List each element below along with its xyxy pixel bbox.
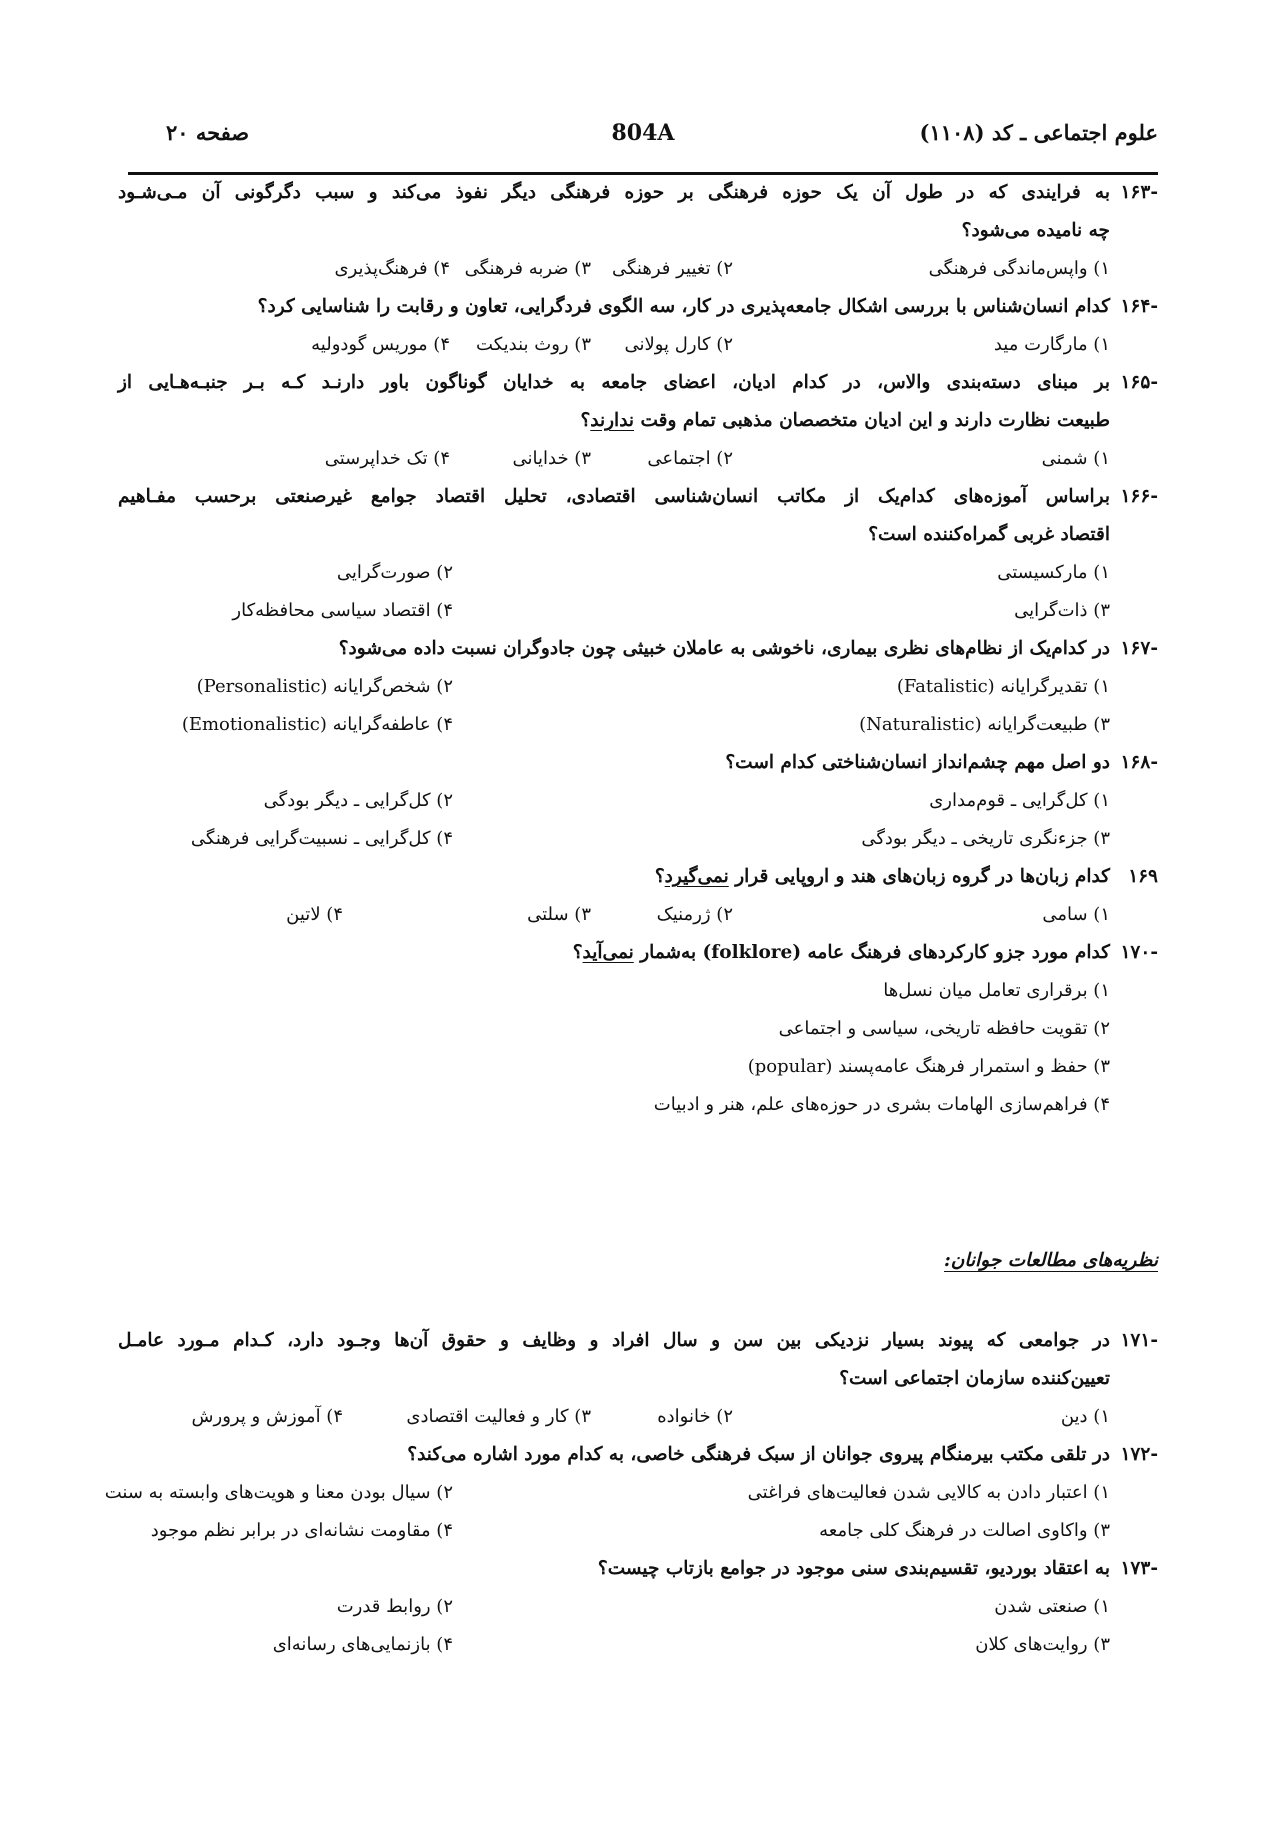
question-text: بر مبنای دسته‌بندی والاس، در کدام ادیان، اعضای جامعه به خدایان گوناگون باور دارنـد کـه بـر جنبـه‌هـایی از <box>118 372 1110 393</box>
question-number: -۱۶۷ <box>1120 638 1158 659</box>
options-row <box>118 1398 1158 1436</box>
question-169 <box>118 858 1158 934</box>
option-4[interactable]: ۴) تک خداپرستی <box>324 448 450 469</box>
subject-title: علوم اجتماعی ـ کد (۱۱۰۸) <box>919 120 1158 145</box>
question-172 <box>104 1436 1158 1550</box>
option-4[interactable]: ۴) بازنمایی‌های رسانه‌ای <box>272 1634 453 1655</box>
question-number: -۱۷۲ <box>1120 1444 1158 1465</box>
options-row <box>118 896 1158 934</box>
option-1[interactable]: ۱) تقدیرگرایانه (Fatalistic) <box>896 676 1110 697</box>
option-3[interactable]: ۳) طبیعت‌گرایانه (Naturalistic) <box>859 714 1110 735</box>
question-171 <box>118 1322 1158 1436</box>
option-4[interactable]: ۴) موریس گودولیه <box>311 334 450 355</box>
page-header <box>128 120 1158 154</box>
options-row <box>118 1512 1158 1550</box>
page-number: صفحه ۲۰ <box>166 120 250 145</box>
option-3[interactable]: ۳) جزءنگری تاریخی ـ دیگر بودگی <box>861 828 1110 849</box>
question-text: در تلقی مکتب بیرمنگام پیروی جوانان از سبک فرهنگی خاصی، به کدام مورد اشاره می‌کند؟ <box>407 1444 1110 1465</box>
options-row <box>118 440 1158 478</box>
question-text: دو اصل مهم چشم‌انداز انسان‌شناختی کدام است؟ <box>725 752 1110 773</box>
question-165 <box>118 364 1158 478</box>
option-4[interactable]: ۴) فراهم‌سازی الهامات بشری در حوزه‌های علم، هنر و ادبیات <box>653 1094 1110 1115</box>
option-4[interactable]: ۴) عاطفه‌گرایانه (Emotionalistic) <box>181 714 453 735</box>
question-170 <box>118 934 1158 1124</box>
question-text: کدام مورد جزو کارکردهای فرهنگ عامه (folklore) به‌شمار <box>633 942 1110 963</box>
option-2[interactable]: ۲) ژرمنیک <box>656 904 733 925</box>
option-3[interactable]: ۳) واکاوی اصالت در فرهنگ کلی جامعه <box>819 1520 1110 1541</box>
question-block-2 <box>104 1322 1158 1664</box>
question-163 <box>118 174 1158 288</box>
option-4[interactable]: ۴) فرهنگ‌پذیری <box>334 258 450 279</box>
option-2[interactable]: ۲) کارل پولانی <box>624 334 733 355</box>
option-4[interactable]: ۴) مقاومت نشانه‌ای در برابر نظم موجود <box>150 1520 453 1541</box>
option-2[interactable]: ۲) سیال بودن معنا و هویت‌های وابسته به سنت <box>104 1482 453 1503</box>
option-1[interactable]: ۱) صنعتی شدن <box>994 1596 1110 1617</box>
options-row <box>104 1474 1158 1512</box>
question-text: به فرایندی که در طول آن یک حوزه فرهنگی بر حوزه فرهنگی دیگر نفوذ می‌کند و سبب دگرگونی آن مـی‌شـود <box>118 182 1110 203</box>
option-3[interactable]: ۳) خدایانی <box>512 448 591 469</box>
option-2[interactable]: ۲) اجتماعی <box>647 448 733 469</box>
question-text: اقتصاد غربی گمراه‌کننده است؟ <box>868 524 1110 545</box>
options-row <box>118 820 1158 858</box>
question-number: -۱۶۵ <box>1120 372 1158 393</box>
question-number: -۱۷۳ <box>1120 1558 1158 1579</box>
option-1[interactable]: ۱) مارگارت مید <box>993 334 1110 355</box>
option-2[interactable]: ۲) کل‌گرایی ـ دیگر بودگی <box>263 790 453 811</box>
question-number: ۱۶۹ <box>1128 866 1158 887</box>
question-166 <box>118 478 1158 630</box>
question-text: تعیین‌کننده سازمان اجتماعی است؟ <box>839 1368 1110 1389</box>
option-4[interactable]: ۴) اقتصاد سیاسی محافظه‌کار <box>232 600 453 621</box>
option-1[interactable]: ۱) برقراری تعامل میان نسل‌ها <box>883 980 1110 1001</box>
option-3[interactable]: ۳) روث بندیکت <box>476 334 591 355</box>
option-3[interactable]: ۳) روایت‌های کلان <box>975 1634 1110 1655</box>
question-text: در جوامعی که پیوند بسیار نزدیکی بین سن و سال افراد و وظایف و حقوق آن‌ها وجـود دارد، کـدام مـورد عامـل <box>118 1330 1110 1351</box>
question-number: -۱۷۰ <box>1120 942 1158 963</box>
option-4[interactable]: ۴) کل‌گرایی ـ نسبیت‌گرایی فرهنگی <box>190 828 453 849</box>
options-row <box>118 1010 1158 1048</box>
options-row <box>118 554 1158 592</box>
question-number: -۱۶۴ <box>1120 296 1158 317</box>
question-173 <box>118 1550 1158 1664</box>
question-text: کدام انسان‌شناس با بررسی اشکال جامعه‌پذیری در کار، سه الگوی فردگرایی، تعاون و رقابت را شناسایی کرد؟ <box>257 296 1110 317</box>
option-2[interactable]: ۲) صورت‌گرایی <box>336 562 453 583</box>
negation-underline: ندارند <box>590 410 635 431</box>
negation-underline: نمی‌گیرد <box>664 866 729 887</box>
question-number: -۱۶۳ <box>1120 182 1158 203</box>
options-row <box>118 972 1158 1010</box>
question-164 <box>118 288 1158 364</box>
options-row <box>118 326 1158 364</box>
option-4[interactable]: ۴) لاتین <box>286 904 343 925</box>
exam-code: 804A <box>611 120 675 146</box>
question-mark: ؟ <box>580 410 591 431</box>
option-3[interactable]: ۳) حفظ و استمرار فرهنگ عامه‌پسند (popular) <box>747 1056 1110 1077</box>
question-block-1 <box>118 174 1158 1124</box>
option-1[interactable]: ۱) دین <box>1060 1406 1110 1427</box>
option-1[interactable]: ۱) مارکسیستی <box>997 562 1110 583</box>
options-row <box>118 782 1158 820</box>
option-1[interactable]: ۱) واپس‌ماندگی فرهنگی <box>928 258 1110 279</box>
question-mark: ؟ <box>654 866 665 887</box>
options-row <box>118 250 1158 288</box>
option-3[interactable]: ۳) ذات‌گرایی <box>1014 600 1110 621</box>
option-4[interactable]: ۴) آموزش و پرورش <box>191 1406 343 1427</box>
question-168 <box>118 744 1158 858</box>
question-number: -۱۶۸ <box>1120 752 1158 773</box>
question-mark: ؟ <box>572 942 583 963</box>
option-3[interactable]: ۳) کار و فعالیت اقتصادی <box>406 1406 591 1427</box>
question-text: در کدام‌یک از نظام‌های نظری بیماری، ناخوشی به عاملان خبیثی چون جادوگران نسبت داده می‌شود؟ <box>338 638 1110 659</box>
section-title-text: نظریه‌های مطالعات جوانان: <box>943 1250 1158 1271</box>
option-1[interactable]: ۱) شمنی <box>1041 448 1110 469</box>
option-1[interactable]: ۱) سامی <box>1042 904 1110 925</box>
options-row <box>118 1048 1158 1086</box>
question-text: چه نامیده می‌شود؟ <box>961 220 1110 241</box>
options-row <box>118 668 1158 706</box>
option-2[interactable]: ۲) شخص‌گرایانه (Personalistic) <box>196 676 453 697</box>
question-number: -۱۶۶ <box>1120 486 1158 507</box>
option-2[interactable]: ۲) روابط قدرت <box>336 1596 453 1617</box>
section-title <box>128 1250 1158 1271</box>
option-3[interactable]: ۳) سلتی <box>527 904 591 925</box>
options-row <box>118 592 1158 630</box>
option-3[interactable]: ۳) ضربه فرهنگی <box>464 258 591 279</box>
question-text: کدام زبان‌ها در گروه زبان‌های هند و اروپایی قرار <box>728 866 1110 887</box>
option-1[interactable]: ۱) کل‌گرایی ـ قوم‌مداری <box>929 790 1110 811</box>
options-row <box>118 1626 1158 1664</box>
question-text: طبیعت نظارت دارند و این ادیان متخصصان مذهبی تمام وقت <box>634 410 1110 431</box>
option-2[interactable]: ۲) تغییر فرهنگی <box>611 258 733 279</box>
option-2[interactable]: ۲) خانواده <box>657 1406 733 1427</box>
option-1[interactable]: ۱) اعتبار دادن به کالایی شدن فعالیت‌های فراغتی <box>747 1482 1110 1503</box>
option-2[interactable]: ۲) تقویت حافظه تاریخی، سیاسی و اجتماعی <box>778 1018 1110 1039</box>
question-number: -۱۷۱ <box>1120 1330 1158 1351</box>
question-text: به اعتقاد بوردیو، تقسیم‌بندی سنی موجود در جوامع بازتاب چیست؟ <box>597 1558 1110 1579</box>
negation-underline: نمی‌آید <box>582 942 634 963</box>
options-row <box>118 1588 1158 1626</box>
question-167 <box>118 630 1158 744</box>
question-text: براساس آموزه‌های کدام‌یک از مکاتب انسان‌شناسی اقتصادی، تحلیل اقتصاد جوامع غیرصنعتی برحسب مفـاهیم <box>118 486 1110 507</box>
options-row <box>118 706 1158 744</box>
options-row <box>118 1086 1158 1124</box>
